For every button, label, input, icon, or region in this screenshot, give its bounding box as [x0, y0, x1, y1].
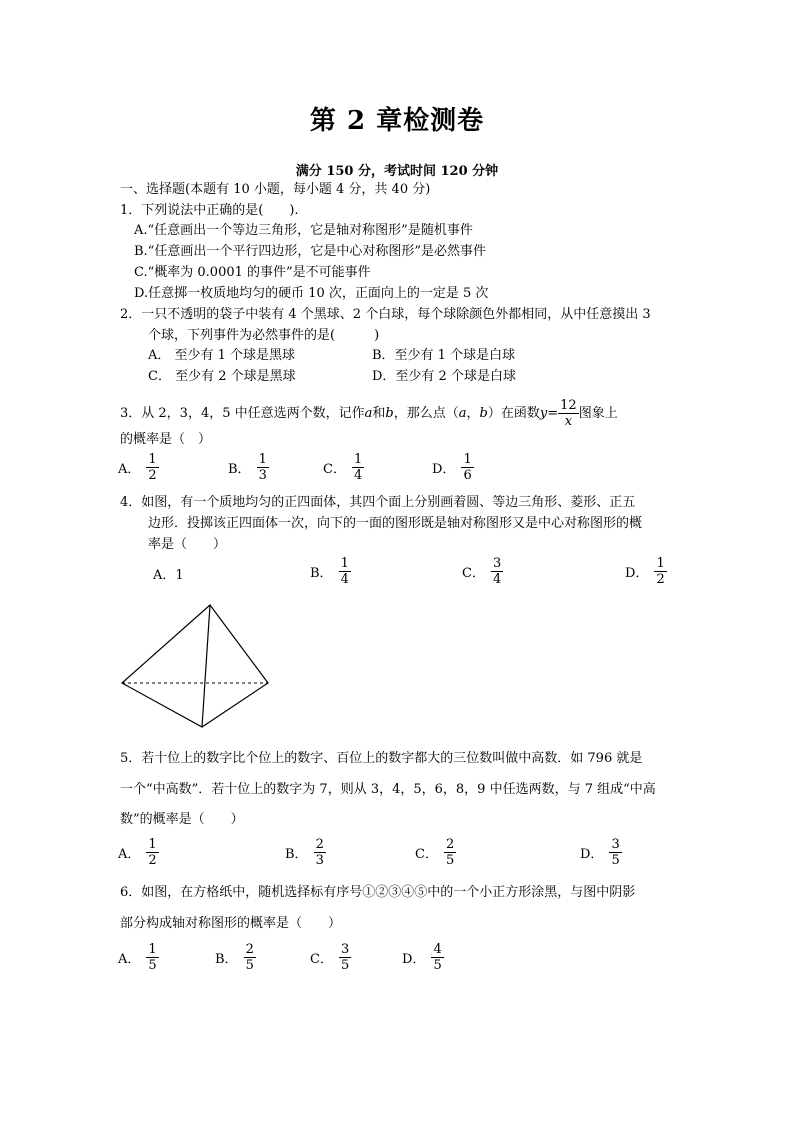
q1-option-c: C.“概率为 0.0001 的事件”是不可能事件: [134, 265, 371, 280]
tetrahedron-figure: [118, 603, 270, 731]
q2-stem-line1: 2．一只不透明的袋子中装有 4 个黑球、2 个白球，每个球除颜色外都相同，从中任意摸出 3: [120, 307, 651, 322]
q4-stem-line2: 边形．投掷该正四面体一次，向下的一面的图形既是轴对称图形又是中心对称图形的概: [148, 516, 643, 531]
q4-option-c: [462, 556, 503, 587]
q3-var-a: a: [364, 405, 373, 421]
q5-option-c-fraction: [444, 837, 456, 868]
fraction-denominator: 4: [492, 572, 502, 587]
fraction-denominator: 5: [611, 853, 620, 868]
q4-option-a: A．1: [153, 568, 184, 583]
q5-option-c: [415, 837, 456, 868]
q6-option-c-label: C．: [310, 952, 333, 967]
q3-stem-part2: ，那么点（: [393, 405, 459, 421]
q3-point-comma: ，: [466, 405, 480, 421]
fraction-numerator: 1: [353, 452, 363, 467]
q2-option-c: C． 至少有 2 个球是黑球: [148, 369, 296, 384]
q5-stem-line1: 5．若十位上的数字比个位上的数字、百位上的数字都大的三位数叫做中高数．如 796 就是: [120, 751, 643, 766]
q4-option-b: [310, 556, 351, 587]
q1-option-b: B.“任意画出一个平行四边形，它是中心对称图形”是必然事件: [134, 244, 486, 259]
fraction-numerator: 2: [445, 837, 455, 852]
q4-option-d-fraction: [654, 556, 666, 587]
q6-option-b-fraction: [244, 942, 256, 973]
fraction-denominator: 2: [656, 572, 665, 587]
section-heading: 一、选择题(本题有 10 小题，每小题 4 分，共 40 分): [120, 182, 431, 197]
fraction-denominator: 2: [148, 468, 157, 483]
q6-stem-line1: 6．如图，在方格纸中，随机选择标有序号①②③④⑤中的一个小正方形涂黑，与图中阴影: [120, 885, 636, 900]
q3-stem-part3: ）在函数: [487, 405, 540, 421]
q6-option-b: [215, 942, 256, 973]
q1-stem: 1．下列说法中正确的是( ).: [120, 203, 299, 218]
q3-option-a: [118, 452, 159, 483]
fraction-denominator: 5: [148, 958, 157, 973]
q3-point-b: b: [479, 405, 488, 421]
q6-option-d-fraction: [431, 942, 443, 973]
q3-option-b: [228, 452, 269, 483]
q1-option-d: D.任意掷一枚质地均匀的硬币 10 次，正面向上的一定是 5 次: [134, 286, 489, 301]
q4-option-b-fraction: [339, 556, 351, 587]
fraction-denominator: 3: [258, 468, 267, 483]
q4-stem-line1: 4．如图，有一个质地均匀的正四面体，其四个面上分别画着圆、等边三角形、菱形、正五: [120, 495, 636, 510]
q6-option-a-label: A．: [118, 952, 141, 967]
q3-option-a-fraction: [146, 452, 158, 483]
q5-option-a: [118, 837, 159, 868]
q3-option-b-fraction: [257, 452, 269, 483]
q5-stem-line3: 数”的概率是（ ）: [120, 812, 244, 827]
q3-equals: =: [547, 405, 559, 421]
fraction-numerator: 1: [148, 942, 157, 957]
fraction-denominator: 5: [433, 958, 442, 973]
fraction-numerator: 2: [315, 837, 324, 852]
fraction-denominator: 2: [148, 853, 157, 868]
q5-option-a-label: A．: [118, 847, 141, 862]
fraction-denominator: 4: [340, 572, 349, 587]
exam-info: 满分 150 分，考试时间 120 分钟: [295, 164, 499, 179]
tetrahedron-outline: [122, 605, 268, 727]
q3-function-numerator: 12: [560, 398, 577, 413]
q5-option-d-label: D．: [580, 847, 604, 862]
fraction-numerator: 3: [492, 556, 502, 571]
q6-option-d: [402, 942, 444, 973]
q3-stem: [120, 398, 618, 429]
fraction-numerator: 1: [656, 556, 665, 571]
q3-stem-line2: 的概率是（ ）: [120, 432, 212, 447]
q3-option-d: [432, 452, 474, 483]
fraction-numerator: 3: [611, 837, 620, 852]
q3-option-a-label: A．: [118, 462, 141, 477]
q2-option-a: A． 至少有 1 个球是黑球: [148, 348, 296, 363]
q6-stem-line2: 部分构成轴对称图形的概率是（ ）: [120, 916, 342, 931]
fraction-numerator: 4: [433, 942, 442, 957]
fraction-denominator: 6: [463, 468, 472, 483]
q3-function-denominator: x: [564, 414, 573, 429]
q5-option-d-fraction: [609, 837, 621, 868]
q4-option-b-label: B．: [310, 566, 333, 581]
fraction-denominator: 3: [315, 853, 324, 868]
fraction-numerator: 1: [258, 452, 267, 467]
q5-option-d: [580, 837, 622, 868]
q6-option-a: [118, 942, 159, 973]
q3-option-c: [323, 452, 364, 483]
tetrahedron-front-edge: [202, 605, 210, 727]
fraction-numerator: 1: [463, 452, 472, 467]
q4-stem-line3: 率是（ ）: [148, 537, 227, 552]
q6-option-d-label: D．: [402, 952, 426, 967]
q3-var-b: b: [385, 405, 394, 421]
fraction-denominator: 5: [245, 958, 254, 973]
q5-option-b-fraction: [314, 837, 326, 868]
q3-option-d-label: D．: [432, 462, 456, 477]
q3-function-fraction: [558, 398, 579, 429]
q3-function-y: y: [539, 405, 548, 421]
q5-option-c-label: C．: [415, 847, 438, 862]
q3-option-c-fraction: [352, 452, 364, 483]
q3-point-a: a: [458, 405, 467, 421]
q2-option-b: B．至少有 1 个球是白球: [372, 348, 516, 363]
q3-stem-part4: 图象上: [578, 405, 618, 421]
q3-and: 和: [372, 405, 386, 421]
fraction-denominator: 5: [340, 958, 350, 973]
page-title: 第 2 章检测卷: [309, 106, 485, 136]
q2-option-d: D．至少有 2 个球是白球: [372, 369, 516, 384]
fraction-denominator: 4: [353, 468, 363, 483]
q2-stem-line2: 个球，下列事件为必然事件的是( ): [148, 328, 380, 343]
q1-option-a: A.“任意画出一个等边三角形，它是轴对称图形”是随机事件: [134, 223, 473, 238]
q6-option-c: [310, 942, 351, 973]
q4-option-d-label: D．: [625, 566, 649, 581]
q5-stem-line2: 一个“中高数”．若十位上的数字为 7，则从 3，4，5，6，8，9 中任选两数，与 7 组成“中高: [120, 782, 656, 797]
q3-option-b-label: B．: [228, 462, 251, 477]
q3-stem-part1: 3．从 2，3，4，5 中任意选两个数，记作: [120, 405, 365, 421]
fraction-numerator: 1: [340, 556, 349, 571]
q3-option-c-label: C．: [323, 462, 346, 477]
q6-option-a-fraction: [146, 942, 158, 973]
q3-option-d-fraction: [461, 452, 473, 483]
q4-option-c-label: C．: [462, 566, 485, 581]
fraction-numerator: 2: [245, 942, 254, 957]
q5-option-a-fraction: [146, 837, 158, 868]
q6-option-c-fraction: [339, 942, 351, 973]
fraction-numerator: 3: [340, 942, 350, 957]
fraction-numerator: 1: [148, 837, 157, 852]
q4-option-c-fraction: [491, 556, 503, 587]
fraction-numerator: 1: [148, 452, 157, 467]
q4-option-d: [625, 556, 667, 587]
fraction-denominator: 5: [445, 853, 455, 868]
q5-option-b: [285, 837, 326, 868]
q6-option-b-label: B．: [215, 952, 238, 967]
q5-option-b-label: B．: [285, 847, 308, 862]
